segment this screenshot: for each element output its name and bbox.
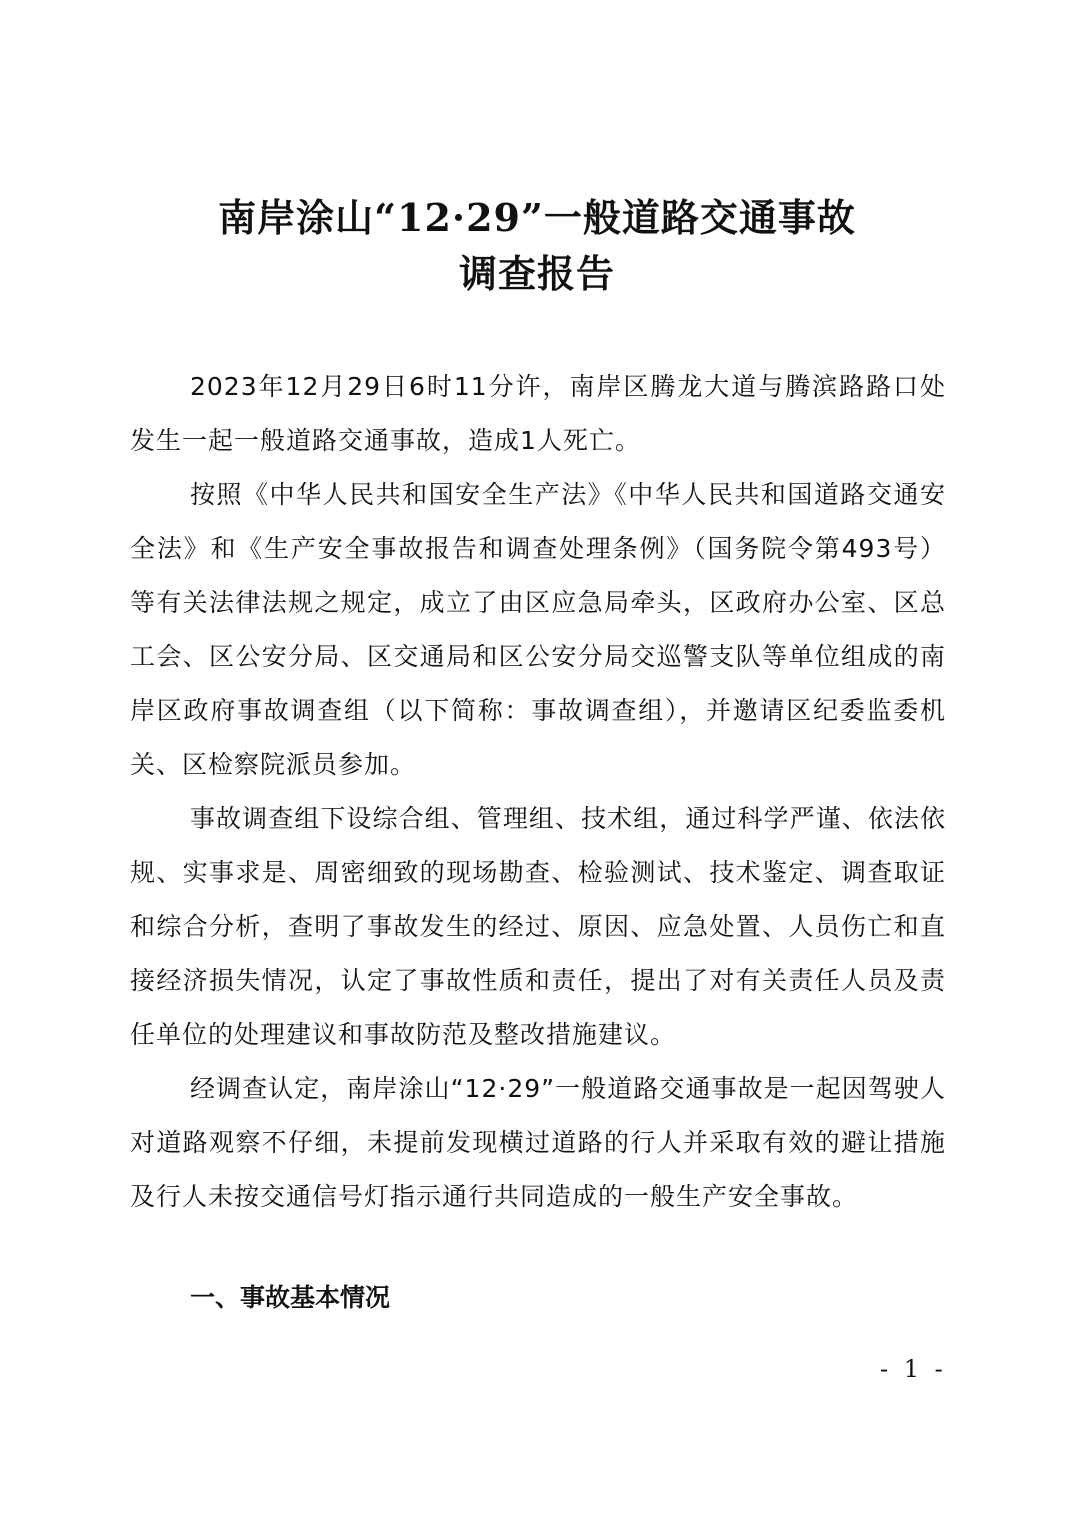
- document-body: [130, 360, 946, 1224]
- paragraph-investigation-team: 按照《中华人民共和国安全生产法》《中华人民共和国道路交通安全法》和《生产安全事故报告和调查处理条例》（国务院令第493号）等有关法律法规之规定，成立了由区应急局牵头，区政府办公室、区总工会、区公安分局、区交通局和区公安分局交巡警支队等单位组成的南岸区政府事故调查组（以下简称：事故调查组），并邀请区纪委监委机关、区检察院派员参加。: [130, 480, 946, 779]
- document-title-line-2: 调查报告: [458, 251, 615, 296]
- page-number: - 1 -: [880, 1355, 947, 1383]
- paragraph-accident-summary: 2023年12月29日6时11分许，南岸区腾龙大道与腾滨路路口处发生一起一般道路交通事故，造成1人死亡。: [130, 372, 946, 455]
- document-title-line-1: 南岸涂山“12·29”一般道路交通事故: [218, 195, 856, 240]
- paragraph-investigation-process: 事故调查组下设综合组、管理组、技术组，通过科学严谨、依法依规、实事求是、周密细致的现场勘查、检验测试、技术鉴定、调查取证和综合分析，查明了事故发生的经过、原因、应急处置、人员伤亡和直接经济损失情况，认定了事故性质和责任，提出了对有关责任人员及责任单位的处理建议和事故防范及整改措施建议。: [130, 804, 946, 1049]
- section-heading: 一、事故基本情况: [190, 1283, 391, 1312]
- paragraph-conclusion: 经调查认定，南岸涂山“12·29”一般道路交通事故是一起因驾驶人对道路观察不仔细，未提前发现横过道路的行人并采取有效的避让措施及行人未按交通信号灯指示通行共同造成的一般生产安全事故。: [130, 1074, 946, 1211]
